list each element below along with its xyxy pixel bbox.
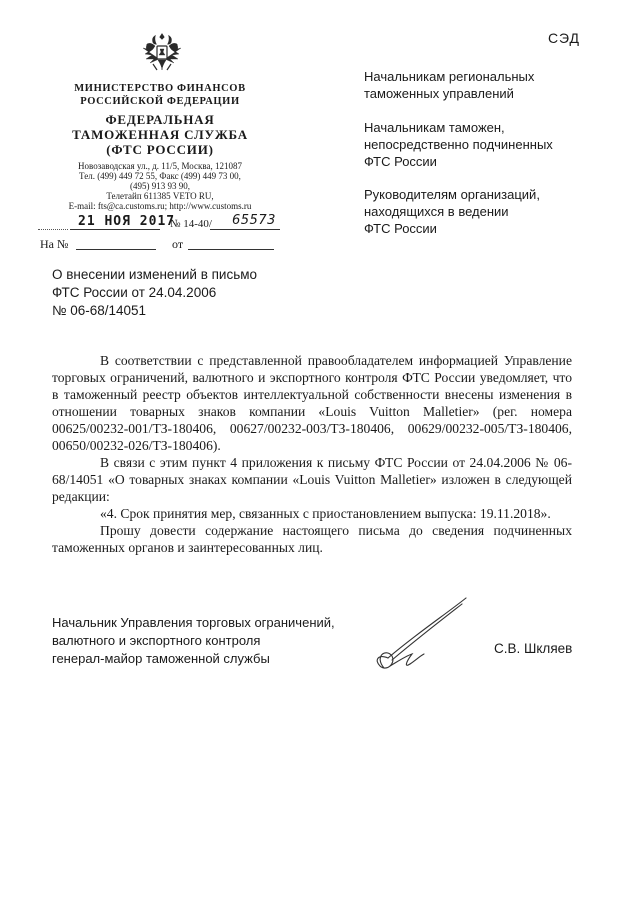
position-line: генерал-майор таможенной службы [52,651,270,666]
recipient-block-1 [364,68,614,102]
recipient-line: непосредственно подчиненных [364,137,553,152]
body-paragraph-4: Прошу довести содержание настоящего письма до сведения подчиненных таможенных органов и заинтересованных лиц. [52,523,572,555]
registration-number: 65573 [232,213,276,228]
recipient-line: ФТС России [364,154,437,169]
body-paragraph-1: В соответствии с представленной правообладателем информацией Управление торговых ограничений, валютного и экспортного контроля ФТС России уведомляет, что в таможенный реестр объектов интеллектуальной собственности внесены изменения в отношении товарных знаков компании «Louis Vuitton Malletier» (рег. номера 00625/00232-001/ТЗ-180406, 00627/00232-003/ТЗ-180406, 00629/00232-005/ТЗ-180406, 00650/00232-026/ТЗ-180406). [52,353,572,453]
body-paragraph-2: В связи с этим пункт 4 приложения к письму ФТС России от 24.04.2006 № 06-68/14051 «О товарных знаках компании «Louis Vuitton Malletier» изложен в следующей редакции: [52,455,572,504]
service-name-line-2: ТАМОЖЕННАЯ СЛУЖБА [72,127,248,142]
date-leader-line [38,228,68,230]
recipient-line: Начальникам таможен, [364,120,505,135]
document-code: СЭД [548,30,581,46]
service-name-line-1: ФЕДЕРАЛЬНАЯ [105,112,215,127]
position-line: валютного и экспортного контроля [52,633,261,648]
phone-line: Тел. (499) 449 72 55, Факс (499) 449 73 00, [79,171,241,181]
recipient-line: Руководителям организаций, [364,187,540,202]
subject-line: № 06-68/14051 [52,303,147,318]
recipient-block-2 [364,119,614,170]
recipient-block-3 [364,186,614,237]
handwritten-signature [366,594,476,678]
recipient-line: таможенных управлений [364,86,514,101]
recipient-line: Начальникам региональных [364,69,535,84]
position-line: Начальник Управления торговых ограничений, [52,615,335,630]
reply-date-line [188,248,274,250]
service-name-line-3: (ФТС РОССИИ) [106,142,214,157]
coat-of-arms-icon [141,30,183,74]
body-paragraph-3: «4. Срок принятия мер, связанных с приостановлением выпуска: 19.11.2018». [100,506,551,521]
number-underline [210,228,280,230]
subject [52,266,312,320]
date-underline [70,228,160,230]
reply-date-label: от [172,237,184,251]
ministry-name-line-2: РОССИЙСКОЙ ФЕДЕРАЦИИ [80,96,240,107]
ministry-name-line-1: МИНИСТЕРСТВО ФИНАНСОВ [74,83,246,94]
address-line: Новозаводская ул., д. 11/5, Москва, 121087 [78,161,242,171]
letter-body [52,352,572,556]
signatory-name: С.В. Шкляев [494,641,573,656]
signatory-position [52,614,372,668]
teletype-line: Телетайп 611385 VETO RU, [106,191,214,201]
subject-line: ФТС России от 24.04.2006 [52,285,217,300]
recipient-line: находящихся в ведении [364,204,509,219]
recipient-line: ФТС России [364,221,437,236]
subject-line: О внесении изменений в письмо [52,267,258,282]
registration-date: 21 НОЯ 2017 [78,214,176,229]
phone-line-2: (495) 913 93 90, [130,181,190,191]
email-line: E-mail: fts@ca.customs.ru; http://www.customs.ru [68,201,252,211]
reply-to-label: На № [40,237,69,251]
registration-number-prefix: № 14-40/ [170,218,212,230]
reply-number-line [76,248,156,250]
